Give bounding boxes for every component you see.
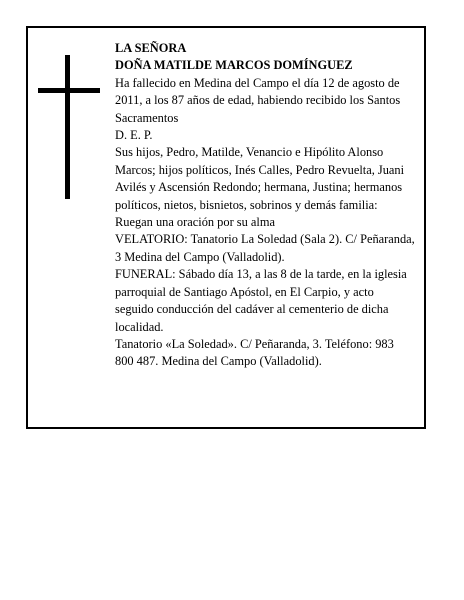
notice-text [115,40,415,371]
death-announcement: Ha fallecido en Medina del Campo el día 12 de agosto de 2011, a los 87 años de edad, habiendo recibido los Santos Sacramentos [115,75,401,125]
dep-line: D. E. P. [115,128,153,143]
cross-icon [38,55,100,199]
cross-horizontal-bar [38,88,100,93]
obituary-notice [26,26,426,429]
prayer-request: Ruegan una oración por su alma [115,215,275,230]
cross-vertical-bar [65,55,70,199]
notice-heading: LA SEÑORA [115,41,187,55]
deceased-name: DOÑA MATILDE MARCOS DOMÍNGUEZ [115,58,353,73]
tanatorio-contact: Tanatorio «La Soledad». C/ Peñaranda, 3. Teléfono: 983 800 487. Medina del Campo (Valladolid). [115,336,394,369]
family-list: Sus hijos, Pedro, Matilde, Venancio e Hipólito Alonso Marcos; hijos políticos, Inés Calles, Pedro Revuelta, Juani Avilés y Ascensión Redondo; hermana, Justina; hermanos políticos, nietos, bisnietos, sobrinos y demás familia: [115,145,405,212]
velatorio-info: VELATORIO: Tanatorio La Soledad (Sala 2). C/ Peñaranda, 3 Medina del Campo (Valladolid). [115,232,415,264]
funeral-info: FUNERAL: Sábado día 13, a las 8 de la tarde, en la iglesia parroquial de Santiago Apóstol, en El Carpio, y acto seguido conducción del cadáver al cementerio de dicha localidad. [115,267,407,334]
